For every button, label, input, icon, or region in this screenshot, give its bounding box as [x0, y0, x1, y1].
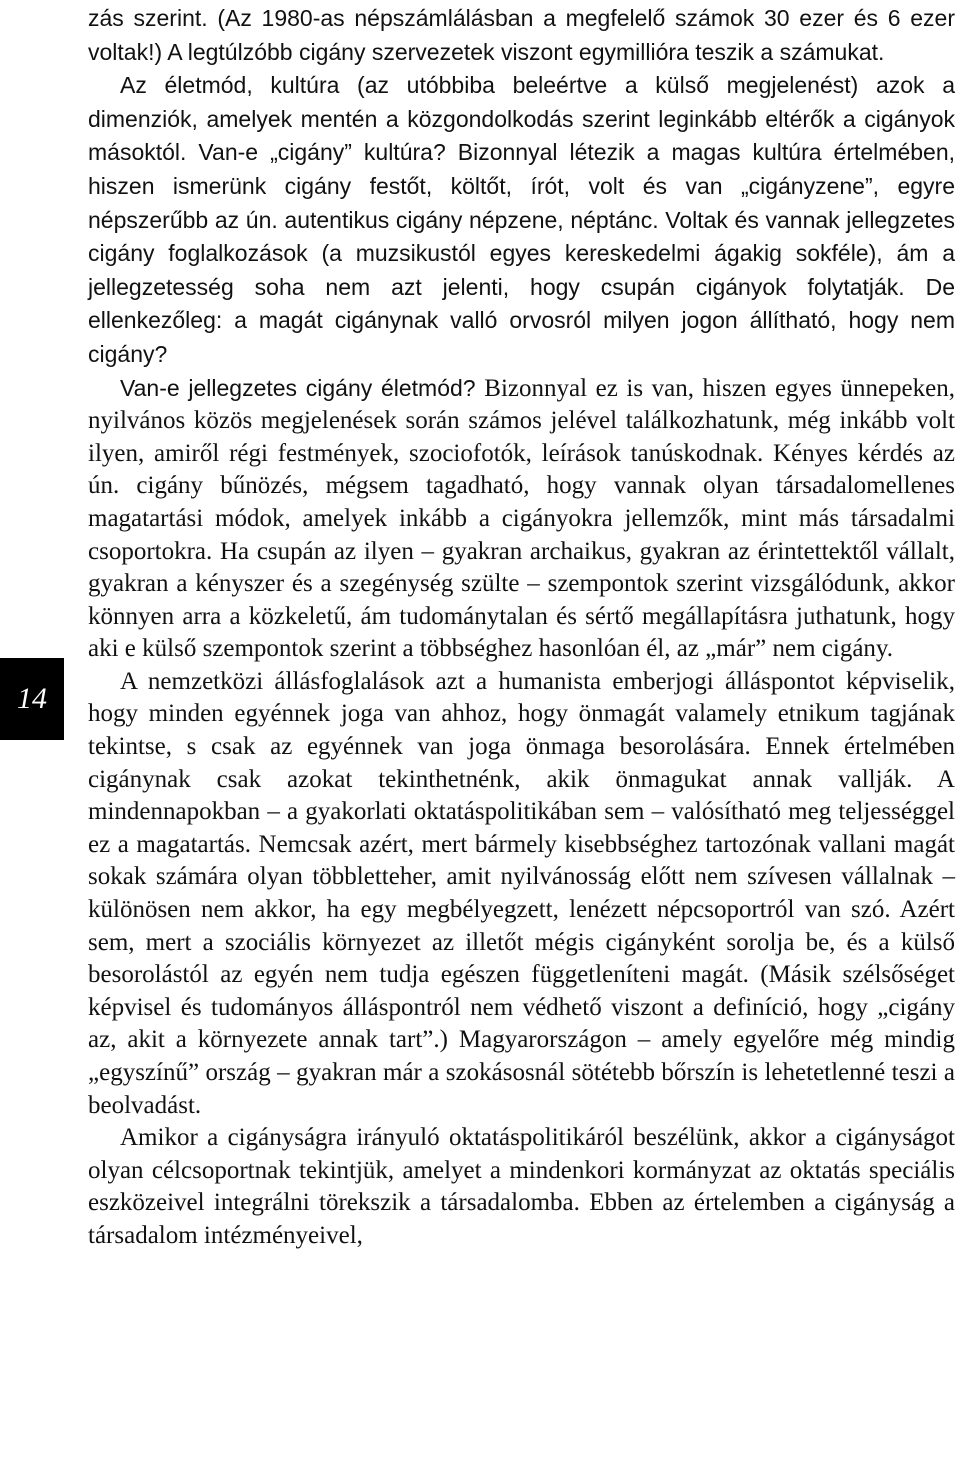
- paragraph-3: [88, 372, 955, 666]
- page-number: 14: [17, 682, 47, 715]
- text-run: zás szerint. (Az 1980-as népszámlálásban a megfelelő számok 30 ezer és 6 ezer voltak!) A legtúlzóbb cigány szervezetek viszont egymillióra teszik a számukat.: [88, 5, 955, 65]
- text-run: Az életmód, kultúra (az utóbbiba beleértve a külső megjelenést) azok a dimenziók, amelyek mentén a közgondolkodás szerint leginkább eltérők a cigányok másoktól. Van-e „cigány” kultúra? Bizonnyal létezik a magas kultúra értelmében, hiszen ismerünk cigány festőt, költőt, írót, volt és van „cigányzene”, egyre népszerűbb az ún. autentikus cigány népzene, néptánc. Voltak és vannak jellegzetes cigány foglalkozások (a muzsikustól egyes kereskedelmi ágakig sokféle), ám a jellegzetesség soha nem azt jelenti, hogy csupán cigányok folytatják. De ellenkezőleg: a magát cigánynak valló orvosról milyen jogon állítható, hogy nem cigány?: [88, 72, 955, 367]
- paragraph-1: [88, 2, 955, 69]
- text-run: A nemzetközi állásfoglalások azt a humanista emberjogi álláspontot képviselik, hogy minden egyénnek joga van ahhoz, hogy önmagát valamely etnikum tagjának tekintse, s csak az egyénnek van joga önmaga besorolására. Ennek értelmében cigánynak csak azokat tekinthetnénk, akik önmagukat annak vallják. A mindennapokban – a gyakorlati oktatáspolitikában sem – valósítható meg teljességgel ez a magatartás. Nemcsak azért, mert bármely kisebbséghez tartozónak vallani magát sokak számára olyan többletteher, amit nyilvánosság előtt nem szívesen vállalnak – különösen nem akkor, ha egy megbélyegzett, lenézett népcsoportról van szó. Azért sem, mert a szociális környezet az illetőt mégis cigányként sorolja be, és a külső besorolástól az egyén nem tudja egészen függetleníteni magát. (Másik szélsőséget képvisel és tudományos álláspontról nem védhető viszont a definíció, hogy „cigány az, akit a környezete annak tart”.) Magyarországon – amely egyelőre még mindig „egyszínű” ország – gyakran már a szokásosnál sötétebb bőrszín is lehetetlenné teszi a beolvadást.: [88, 667, 955, 1119]
- text-run: Amikor a cigányságra irányuló oktatáspolitikáról beszélünk, akkor a cigányságot olyan célcsoportnak tekintjük, amelyet a mindenkori kormányzat az oktatás speciális eszközeivel integrálni törekszik a társadalomba. Ebben az értelemben a cigányság a társadalom intézményeivel,: [88, 1124, 955, 1249]
- paragraph-2: [88, 69, 955, 371]
- page-number-tab: [0, 658, 64, 740]
- text-run: Bizonnyal ez is van, hiszen egyes ünnepeken, nyilvános közös megjelenések során számos jelével találkozhatunk, még inkább volt ilyen, amiről régi festmények, szociofotók, leírások tanúskodnak. Kényes kérdés az ún. cigány bűnözés, mégsem tagadható, hogy vannak olyan társadalomellenes magatartási módok, amelyek inkább a cigányokra jellemzők, mint más társadalmi csoportokra. Ha csupán az ilyen – gyakran archaikus, gyakran az érintettektől vállalt, gyakran a kényszer és a szegénység szülte – szempontok szerint vizsgálódunk, akkor könnyen arra a közkeletű, ám tudománytalan és sértő megállapításra juthatunk, hogy aki e külső szempontok szerint a többséghez hasonlóan él, az „már” nem cigány.: [88, 374, 955, 663]
- body-text: [88, 2, 955, 1253]
- text-run: Van-e jellegzetes cigány életmód?: [120, 374, 485, 401]
- paragraph-4: [88, 666, 955, 1122]
- paragraph-5: [88, 1122, 955, 1252]
